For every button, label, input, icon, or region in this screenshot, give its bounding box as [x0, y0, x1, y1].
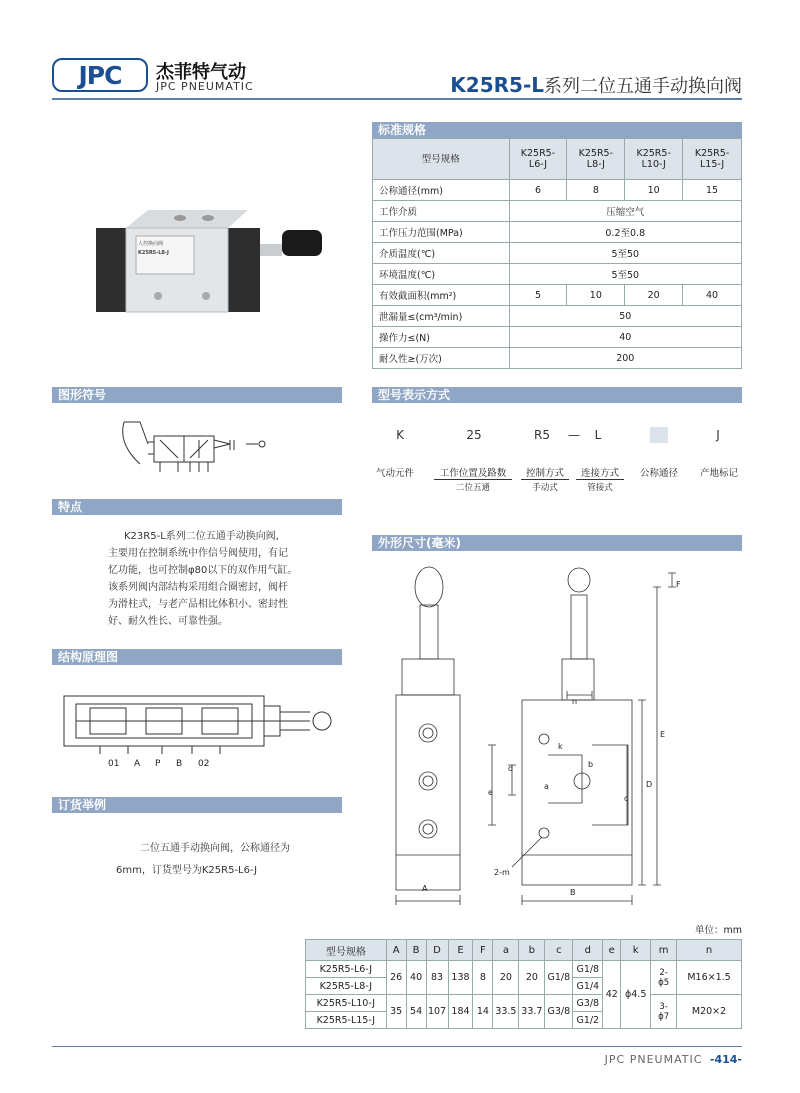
code-label: 工作位置及路数: [434, 465, 512, 480]
dim-m-line: 2-: [659, 967, 668, 978]
spec-cell: 40: [509, 327, 741, 348]
code-sub: 管接式: [587, 483, 613, 493]
spec-table: [372, 138, 742, 369]
features-line: 主要用在控制系统中作信号阀使用，有记: [108, 548, 288, 559]
spec-heading: 标准规格: [372, 122, 742, 138]
spec-cell: 200: [509, 348, 741, 369]
spec-model: K25R5- L10-J: [625, 139, 683, 180]
port-label: A: [134, 759, 141, 769]
dim-label-n: n: [572, 697, 578, 706]
dimensions-heading: 外形尺寸(毫米): [372, 535, 742, 551]
dim-header: A: [386, 940, 406, 961]
dim-cell: 26: [386, 961, 406, 995]
dim-cell: 42: [603, 961, 621, 1029]
code-part: R5: [534, 428, 550, 442]
dim-header: F: [473, 940, 493, 961]
spec-row-label: 介质温度(℃): [373, 243, 510, 264]
dim-cell: 40: [406, 961, 426, 995]
dim-cell: G1/4: [573, 978, 603, 995]
spec-model: K25R5- L8-J: [567, 139, 625, 180]
spec-row-label: 环境温度(℃): [373, 264, 510, 285]
dim-header: n: [677, 940, 742, 961]
port-label: 01: [108, 759, 120, 769]
dim-header: a: [493, 940, 519, 961]
spec-cell: 0.2至0.8: [509, 222, 741, 243]
spec-cell: 5至50: [509, 264, 741, 285]
features-line: 好、耐久性长、可靠性强。: [108, 616, 228, 627]
dim-cell: 138: [448, 961, 473, 995]
spec-row-label: 泄漏量≤(cm³/min): [373, 306, 510, 327]
code-placeholder: [650, 427, 668, 443]
features-line: 为滑柱式，与老产品相比体积小、密封性: [108, 599, 288, 610]
spec-cell: 15: [683, 180, 742, 201]
page-title: [450, 72, 742, 98]
dim-cell: M16×1.5: [677, 961, 742, 995]
dim-cell: G3/8: [573, 995, 603, 1012]
logo: [52, 58, 148, 92]
dim-label-2m: 2-m: [494, 868, 510, 877]
dim-m-line: ϕ5: [658, 977, 670, 988]
page-title-suffix: 系列二位五通手动换向阀: [544, 76, 742, 97]
dim-header: e: [603, 940, 621, 961]
footer-brand: JPC PNEUMATIC: [604, 1053, 703, 1066]
table-row: [373, 201, 742, 222]
structure-diagram: [60, 686, 340, 758]
dim-label-A: A: [422, 884, 428, 893]
spec-model: K25R5- L15-J: [683, 139, 742, 180]
order-heading: 订货举例: [52, 797, 342, 813]
dim-cell: G3/8: [545, 995, 573, 1029]
table-row: [373, 285, 742, 306]
code-sub: 二位五通: [455, 483, 490, 493]
table-row: [306, 961, 742, 978]
dim-label-k: k: [558, 742, 563, 751]
product-plate-title: 人控换向阀: [138, 241, 164, 247]
dim-label-b: b: [588, 760, 594, 769]
code-sub: 手动式: [532, 483, 558, 493]
dim-header: b: [519, 940, 545, 961]
code-part: —: [568, 428, 580, 442]
port-label: 02: [198, 759, 210, 769]
spec-row-label: 工作介质: [373, 201, 510, 222]
dim-cell: 83: [426, 961, 448, 995]
footer-rule: [52, 1046, 742, 1047]
dim-model: K25R5-L6-J: [306, 961, 387, 978]
spec-cell: 6: [509, 180, 567, 201]
dim-cell: 33.5: [493, 995, 519, 1029]
dim-header: B: [406, 940, 426, 961]
dim-cell: M20×2: [677, 995, 742, 1029]
spec-row-label: 耐久性≥(万次): [373, 348, 510, 369]
code-part: L: [594, 428, 602, 442]
dim-cell: 20: [493, 961, 519, 995]
order-line: 6mm，订货型号为K25R5-L6-J: [116, 865, 258, 876]
port-label: B: [176, 759, 183, 769]
code-part: J: [716, 428, 720, 442]
product-photo: [88, 200, 338, 320]
dim-cell: 33.7: [519, 995, 545, 1029]
dim-label-F: F: [676, 580, 681, 589]
dim-model: K25R5-L8-J: [306, 978, 387, 995]
model-code-heading: 型号表示方式: [372, 387, 742, 403]
table-row: [306, 995, 742, 1012]
dim-cell: 14: [473, 995, 493, 1029]
spec-model: K25R5- L6-J: [509, 139, 567, 180]
spec-cell: 40: [683, 285, 742, 306]
spec-cell: 压缩空气: [509, 201, 741, 222]
dim-label-a: a: [544, 782, 549, 791]
dim-cell: 35: [386, 995, 406, 1029]
spec-cell: 5至50: [509, 243, 741, 264]
logo-mark: JPC: [78, 61, 122, 90]
spec-row-label: 操作力≤(N): [373, 327, 510, 348]
table-row: [373, 243, 742, 264]
table-row: [373, 306, 742, 327]
spec-cell: 10: [625, 180, 683, 201]
dim-label-e: e: [488, 788, 493, 797]
spec-col-label: 型号规格: [373, 139, 510, 180]
dim-cell: [651, 961, 677, 995]
spec-cell: 50: [509, 306, 741, 327]
valve-symbol: [120, 418, 280, 478]
features-line: 忆功能，也可控制φ80以下的双作用气缸。: [108, 565, 298, 576]
code-label: 气动元件: [375, 468, 414, 479]
table-row: [373, 222, 742, 243]
dim-header: d: [573, 940, 603, 961]
dim-header: m: [651, 940, 677, 961]
spec-row-label: 有效截面积(mm²): [373, 285, 510, 306]
dim-label-d: d: [508, 764, 514, 773]
dim-header: c: [545, 940, 573, 961]
dimension-table: [305, 939, 742, 1029]
spec-row-label: 公称通径(mm): [373, 180, 510, 201]
dim-label-B: B: [570, 888, 576, 897]
dim-cell: 8: [473, 961, 493, 995]
page-title-model: K25R5-L: [450, 73, 544, 97]
features-line: 该系列阀内部结构采用组合圈密封，阀杆: [108, 582, 288, 593]
dim-cell: 54: [406, 995, 426, 1029]
table-row: [373, 327, 742, 348]
unit-note: 单位：mm: [694, 925, 742, 936]
brand-name-cn: 杰菲特气动: [156, 62, 246, 83]
code-part: K: [396, 428, 404, 442]
dim-cell: [651, 995, 677, 1029]
dim-header: 型号规格: [306, 940, 387, 961]
code-label: 产地标记: [699, 468, 738, 479]
brand-name-en: JPC PNEUMATIC: [156, 80, 254, 93]
table-row: [373, 264, 742, 285]
structure-heading: 结构原理图: [52, 649, 342, 665]
spec-row-label: 工作压力范围(MPa): [373, 222, 510, 243]
port-label: P: [155, 759, 161, 769]
dim-header: D: [426, 940, 448, 961]
order-line: 二位五通手动换向阀，公称通径为: [140, 843, 290, 854]
code-label: 控制方式: [521, 465, 569, 480]
dim-cell: 20: [519, 961, 545, 995]
dim-cell: 107: [426, 995, 448, 1029]
spec-cell: 10: [567, 285, 625, 306]
product-plate-model: K25R5-L8-J: [138, 250, 169, 256]
dim-m-line: 3-: [659, 1001, 668, 1012]
symbol-heading: 图形符号: [52, 387, 342, 403]
dim-header: k: [621, 940, 651, 961]
dim-m-line: ϕ7: [658, 1011, 670, 1022]
spec-cell: 5: [509, 285, 567, 306]
dim-label-D: D: [646, 780, 653, 789]
order-text: [116, 838, 346, 882]
features-text: [108, 528, 338, 630]
dim-cell: G1/8: [545, 961, 573, 995]
table-row: [373, 180, 742, 201]
code-label: 公称通径: [639, 468, 678, 479]
dim-cell: G1/2: [573, 1012, 603, 1029]
spec-cell: 20: [625, 285, 683, 306]
spec-cell: 8: [567, 180, 625, 201]
footer-text: [605, 1053, 742, 1066]
header-rule: [52, 98, 742, 100]
page-number: -414-: [709, 1053, 742, 1066]
table-row: [373, 348, 742, 369]
code-label: 连接方式: [576, 465, 624, 480]
features-heading: 特点: [52, 499, 342, 515]
dimension-drawing: [372, 555, 742, 910]
dim-header: E: [448, 940, 473, 961]
features-line: K23R5-L系列二位五通手动换向阀,: [124, 531, 279, 542]
dim-cell: G1/8: [573, 961, 603, 978]
dim-label-c: c: [624, 794, 629, 803]
code-part: 25: [466, 428, 482, 442]
dim-label-E: E: [660, 730, 666, 739]
dim-cell: 184: [448, 995, 473, 1029]
dim-model: K25R5-L10-J: [306, 995, 387, 1012]
dim-model: K25R5-L15-J: [306, 1012, 387, 1029]
dim-cell: ϕ4.5: [621, 961, 651, 1029]
